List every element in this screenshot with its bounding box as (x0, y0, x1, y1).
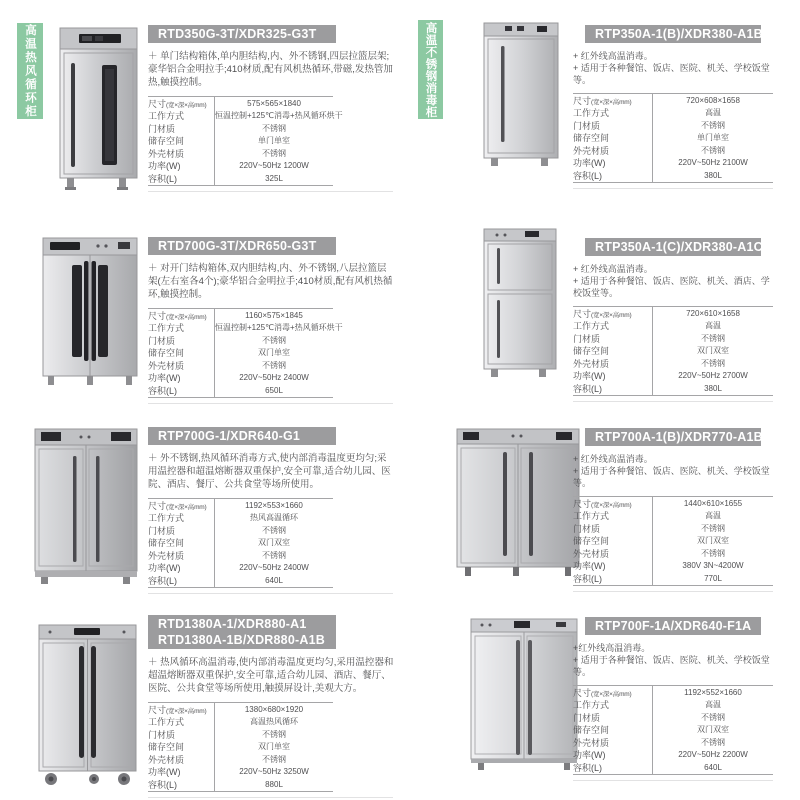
spec-value: 220V~50Hz 1200W (214, 160, 333, 173)
product-block (148, 615, 395, 798)
spec-value: 720×610×1658 (652, 307, 773, 320)
spec-value: 1160×575×1845 (214, 309, 333, 322)
spec-row (148, 172, 333, 185)
spec-value: 380L (652, 382, 773, 395)
spec-row (573, 686, 773, 699)
model-header-bar (148, 615, 336, 649)
spec-value: 880L (214, 778, 333, 791)
block-separator (573, 188, 773, 189)
cabinet-image-double-door-windows (40, 237, 140, 387)
spec-label: 功率(W) (573, 561, 606, 572)
spec-row (148, 549, 333, 562)
spec-value: 1440×610×1655 (652, 497, 773, 510)
spec-row (148, 766, 333, 779)
spec-table (573, 93, 773, 183)
spec-row (148, 147, 333, 160)
spec-label: 储存空间 (573, 133, 610, 144)
spec-row (573, 522, 773, 535)
spec-value: 热风高温循环 (214, 512, 333, 525)
spec-value: 220V~50Hz 2200W (652, 749, 773, 762)
spec-row (573, 510, 773, 523)
block-separator (573, 591, 773, 592)
spec-value: 770L (652, 572, 773, 585)
description-line: + 红外线高温消毒。 (573, 264, 653, 274)
spec-label: 门材质 (573, 333, 601, 344)
description-line: + 红外线高温消毒。 (573, 454, 653, 464)
spec-table (148, 308, 343, 398)
spec-label: 尺寸(宽×深×高mm) (148, 500, 207, 511)
spec-value: 1192×552×1660 (652, 686, 773, 699)
category-tab-stainless-disinfection: 高温不锈钢消毒柜 (418, 20, 443, 119)
spec-label: 外壳材质 (573, 145, 610, 156)
spec-label: 外壳材质 (573, 548, 610, 559)
spec-value: 恒温控制+125℃消毒+热风循环烘干 (215, 111, 343, 121)
product-block (573, 25, 773, 189)
spec-table (573, 685, 773, 775)
description-line: + 适用于各种餐馆、饭店、医院、机关、学校饭堂等。 (573, 63, 770, 85)
spec-table (573, 496, 773, 586)
spec-row (148, 753, 333, 766)
spec-label: 外壳材质 (148, 360, 185, 371)
spec-label: 工作方式 (573, 321, 610, 332)
spec-row (573, 761, 773, 774)
spec-value: 不锈钢 (214, 753, 333, 766)
spec-row (148, 97, 333, 110)
spec-row (573, 711, 773, 724)
model-number: RTD350G-3T/XDR325-G3T (158, 27, 317, 41)
spec-value: 双门单室 (214, 741, 333, 754)
cabinet-image-wide-double-door (455, 428, 582, 578)
spec-row (573, 144, 773, 157)
block-separator (148, 797, 393, 798)
cabinet-image-single-door-plain (481, 22, 563, 168)
product-block (573, 617, 773, 781)
spec-label: 功率(W) (573, 158, 606, 169)
spec-table (148, 498, 333, 588)
block-separator (148, 593, 393, 594)
spec-row (148, 512, 333, 525)
spec-row (573, 572, 773, 585)
spec-label: 储存空间 (573, 536, 610, 547)
spec-label: 尺寸(宽×深×高mm) (148, 310, 207, 321)
spec-label: 门材质 (148, 729, 176, 740)
spec-row (148, 537, 333, 550)
spec-row (148, 728, 333, 741)
spec-label: 外壳材质 (148, 754, 185, 765)
spec-value: 不锈钢 (652, 711, 773, 724)
description-line: + 适用于各种餐馆、饭店、医院、机关、学校饭堂等。 (573, 655, 770, 677)
model-number: RTP700F-1A/XDR640-F1A (595, 619, 752, 633)
spec-value: 650L (214, 384, 333, 397)
product-description (573, 263, 773, 299)
spec-label: 容积(L) (573, 762, 602, 773)
model-number: RTD1380A-1/XDR880-A1 (158, 617, 307, 631)
spec-value: 不锈钢 (652, 736, 773, 749)
product-description (148, 656, 395, 695)
spec-label: 外壳材质 (573, 737, 610, 748)
spec-value: 不锈钢 (214, 524, 333, 537)
spec-label: 工作方式 (148, 111, 185, 122)
spec-row (573, 132, 773, 145)
spec-value: 不锈钢 (214, 549, 333, 562)
spec-value: 1192×553×1660 (214, 499, 333, 512)
spec-value: 720×608×1658 (652, 94, 773, 107)
spec-label: 尺寸(宽×深×高mm) (148, 98, 207, 109)
spec-label: 储存空间 (148, 538, 185, 549)
spec-label: 工作方式 (148, 513, 185, 524)
spec-value: 双门单室 (214, 347, 333, 360)
spec-value: 不锈钢 (652, 522, 773, 535)
model-number: RTP350A-1(B)/XDR380-A1B (595, 27, 763, 41)
product-description (148, 50, 395, 89)
model-header-bar (585, 428, 761, 446)
spec-label: 储存空间 (148, 742, 185, 753)
spec-value: 不锈钢 (214, 147, 333, 160)
product-description (573, 453, 773, 489)
spec-value: 不锈钢 (652, 144, 773, 157)
spec-label: 门材质 (148, 335, 176, 346)
spec-value: 380V 3N~4200W (652, 560, 773, 573)
spec-value: 575×565×1840 (214, 97, 333, 110)
model-header-bar (585, 25, 761, 43)
spec-row (573, 699, 773, 712)
spec-value: 640L (652, 761, 773, 774)
model-number: RTD700G-3T/XDR650-G3T (158, 239, 317, 253)
block-separator (148, 403, 393, 404)
spec-value: 不锈钢 (214, 728, 333, 741)
spec-table (148, 96, 343, 186)
spec-label: 工作方式 (148, 323, 185, 334)
spec-row (148, 334, 333, 347)
spec-row (148, 309, 333, 322)
spec-value: 高温 (652, 107, 773, 120)
spec-row (573, 736, 773, 749)
description-line: ＋ 外不锈钢,热风循环消毒方式,使内部消毒温度更均匀;采用温控器和超温熔断器双重保护,安全可靠,适合幼儿园、医院、酒店、餐厅、公共食堂等场所使用。 (148, 453, 391, 490)
description-line: + 红外线高温消毒。 (573, 51, 653, 61)
block-separator (148, 191, 393, 192)
product-block (148, 237, 395, 404)
spec-row (573, 119, 773, 132)
spec-value: 单门单室 (214, 135, 333, 148)
spec-label: 门材质 (573, 120, 601, 131)
spec-row (573, 560, 773, 573)
spec-label: 容积(L) (148, 385, 177, 396)
spec-row (573, 724, 773, 737)
spec-label: 外壳材质 (148, 148, 185, 159)
spec-label: 外壳材质 (573, 358, 610, 369)
cabinet-image-split-two-door (481, 228, 560, 378)
spec-label: 功率(W) (148, 767, 181, 778)
spec-row (573, 382, 773, 395)
spec-value: 1380×680×1920 (214, 703, 333, 716)
spec-row (148, 322, 343, 335)
spec-row (573, 749, 773, 762)
spec-value: 恒温控制+125℃消毒+热风循环烘干 (215, 323, 343, 333)
spec-label: 尺寸(宽×深×高mm) (573, 95, 632, 106)
spec-row (148, 499, 333, 512)
model-header-bar (585, 238, 761, 256)
spec-value: 不锈钢 (652, 332, 773, 345)
spec-label: 储存空间 (573, 725, 610, 736)
product-block (148, 427, 395, 594)
spec-row (573, 370, 773, 383)
spec-label: 容积(L) (148, 173, 177, 184)
spec-row (148, 778, 333, 791)
cabinet-image-single-door (55, 27, 143, 190)
spec-value: 220V~50Hz 2400W (214, 372, 333, 385)
description-line: ＋ 热风循环高温消毒,使内部消毒温度更均匀,采用温控器和超温熔断器双重保护,安全可靠,适合幼儿园、酒店、餐厅、医院、公共食堂等场所使用,触摸屏设计,美观大方。 (148, 657, 394, 694)
spec-value: 不锈钢 (214, 122, 333, 135)
product-block (148, 25, 395, 192)
spec-row (148, 347, 333, 360)
spec-value: 220V~50Hz 2100W (652, 157, 773, 170)
spec-row (573, 345, 773, 358)
spec-value: 高温热风循环 (214, 716, 333, 729)
description-line: ＋ 对开门结构箱体,双内胆结构,内、外不锈钢,八层拉篮层架(左右室各4个);豪华铝合金明拉手;410材质,配有风机热循环,触摸控制。 (148, 263, 393, 300)
spec-label: 工作方式 (573, 511, 610, 522)
spec-label: 储存空间 (573, 346, 610, 357)
description-line: +红外线高温消毒。 (573, 643, 651, 653)
spec-value: 双门双室 (214, 537, 333, 550)
spec-label: 门材质 (148, 123, 176, 134)
spec-label: 门材质 (573, 523, 601, 534)
cabinet-image-double-door-handles (33, 428, 141, 585)
model-number: RTP350A-1(C)/XDR380-A1C (595, 240, 763, 254)
spec-value: 不锈钢 (214, 334, 333, 347)
spec-value: 高温 (652, 510, 773, 523)
model-header-bar (148, 427, 336, 445)
spec-table (148, 702, 333, 792)
description-line: + 适用于各种餐馆、饭店、医院、机关、学校饭堂等。 (573, 466, 770, 488)
spec-row (148, 524, 333, 537)
spec-row (573, 169, 773, 182)
spec-row (573, 332, 773, 345)
spec-row (573, 107, 773, 120)
product-description (573, 642, 773, 678)
spec-value: 高温 (652, 320, 773, 333)
spec-value: 不锈钢 (652, 119, 773, 132)
model-number: RTP700A-1(B)/XDR770-A1B (595, 430, 763, 444)
spec-value: 325L (214, 172, 333, 185)
spec-value: 380L (652, 169, 773, 182)
product-block (573, 238, 773, 402)
spec-row (148, 372, 333, 385)
spec-value: 单门单室 (652, 132, 773, 145)
model-number: RTP700G-1/XDR640-G1 (158, 429, 301, 443)
spec-table (573, 306, 773, 396)
spec-row (148, 741, 333, 754)
spec-row (148, 703, 333, 716)
spec-row (573, 94, 773, 107)
spec-label: 外壳材质 (148, 550, 185, 561)
category-tab-hot-air-circulation: 高温热风循环柜 (17, 23, 43, 119)
model-header-bar (148, 25, 336, 43)
spec-value: 220V~50Hz 3250W (214, 766, 333, 779)
spec-label: 尺寸(宽×深×高mm) (573, 498, 632, 509)
spec-label: 门材质 (573, 712, 601, 723)
spec-value: 双门双室 (652, 345, 773, 358)
spec-row (148, 122, 333, 135)
block-separator (573, 780, 773, 781)
block-separator (573, 401, 773, 402)
spec-label: 尺寸(宽×深×高mm) (573, 308, 632, 319)
product-description (148, 452, 395, 491)
spec-label: 储存空间 (148, 348, 185, 359)
spec-label: 工作方式 (148, 717, 185, 728)
spec-value: 220V~50Hz 2700W (652, 370, 773, 383)
spec-value: 640L (214, 574, 333, 587)
spec-label: 容积(L) (573, 170, 602, 181)
model-header-bar (585, 617, 761, 635)
product-description (148, 262, 395, 301)
spec-label: 容积(L) (148, 575, 177, 586)
spec-row (148, 135, 333, 148)
spec-label: 工作方式 (573, 700, 610, 711)
spec-label: 功率(W) (148, 373, 181, 384)
spec-row (148, 574, 333, 587)
spec-row (573, 307, 773, 320)
spec-value: 不锈钢 (214, 359, 333, 372)
spec-row (148, 716, 333, 729)
spec-row (573, 357, 773, 370)
spec-row (148, 160, 333, 173)
spec-value: 不锈钢 (652, 547, 773, 560)
product-description (573, 50, 773, 86)
spec-value: 不锈钢 (652, 357, 773, 370)
spec-row (573, 535, 773, 548)
spec-row (148, 359, 333, 372)
cabinet-image-wide-double-door-light (468, 618, 580, 770)
cabinet-image-double-door-casters (36, 624, 139, 787)
product-block (573, 428, 773, 592)
spec-row (573, 547, 773, 560)
spec-label: 功率(W) (148, 161, 181, 172)
spec-label: 功率(W) (573, 750, 606, 761)
spec-label: 工作方式 (573, 108, 610, 119)
spec-row (573, 497, 773, 510)
spec-label: 容积(L) (148, 779, 177, 790)
spec-row (573, 320, 773, 333)
spec-row (148, 110, 343, 123)
spec-label: 功率(W) (573, 371, 606, 382)
spec-label: 尺寸(宽×深×高mm) (148, 704, 207, 715)
spec-value: 高温 (652, 699, 773, 712)
model-number: RTD1380A-1B/XDR880-A1B (158, 633, 325, 647)
spec-label: 功率(W) (148, 563, 181, 574)
model-header-bar (148, 237, 336, 255)
spec-label: 容积(L) (573, 383, 602, 394)
spec-label: 容积(L) (573, 573, 602, 584)
description-line: + 适用于各种餐馆、饭店、医院、机关、酒店、学校饭堂等。 (573, 276, 770, 298)
spec-row (148, 562, 333, 575)
spec-label: 储存空间 (148, 136, 185, 147)
spec-row (148, 384, 333, 397)
spec-label: 尺寸(宽×深×高mm) (573, 687, 632, 698)
spec-label: 门材质 (148, 525, 176, 536)
spec-row (573, 157, 773, 170)
spec-value: 双门双室 (652, 724, 773, 737)
spec-value: 220V~50Hz 2400W (214, 562, 333, 575)
description-line: ＋ 单门结构箱体,单内胆结构,内、外不锈钢,四层拉篮层架;豪华铝合金明拉手;410材质,配有风机热循环,带磁,发热管加热,触摸控制。 (148, 51, 393, 88)
spec-value: 双门双室 (652, 535, 773, 548)
